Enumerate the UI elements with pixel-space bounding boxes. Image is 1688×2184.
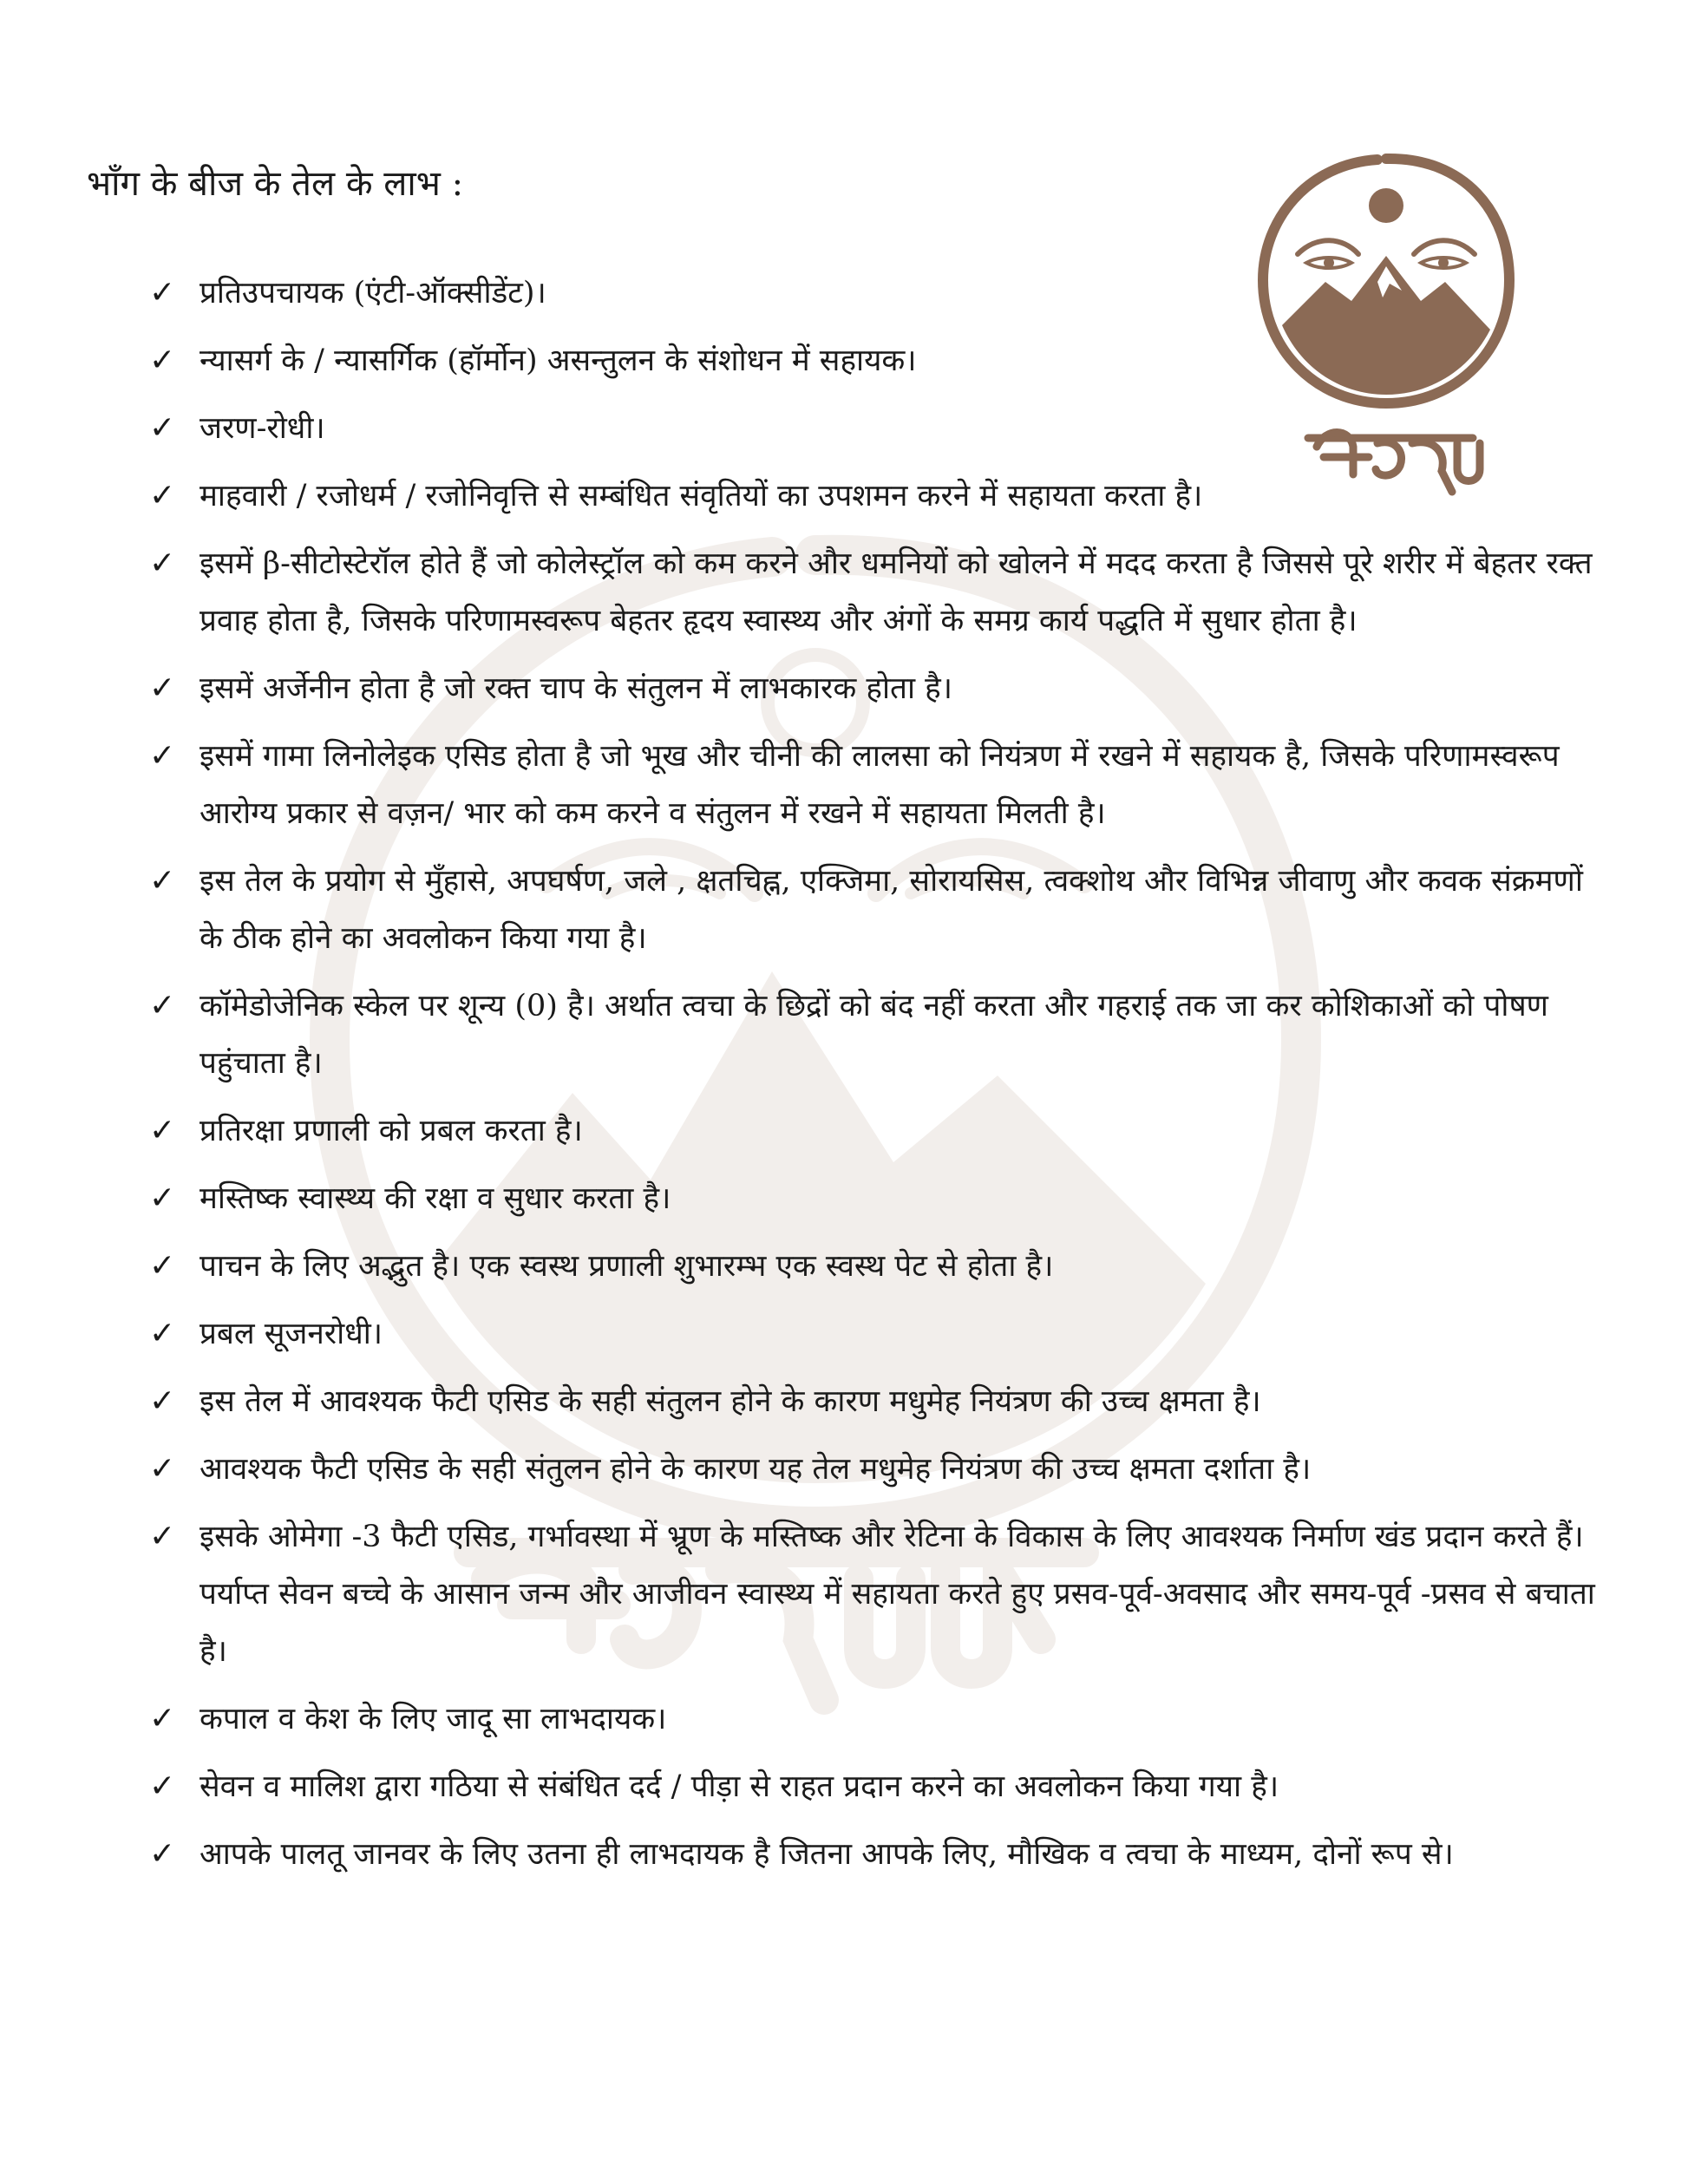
list-item: [146, 1170, 1603, 1227]
benefits-list: [146, 265, 1603, 1893]
list-item: [146, 1102, 1603, 1160]
list-item-text: इसमें β-सीटोस्टेरॉल होते हैं जो कोलेस्ट्रॉल को कम करने और धमनियों को खोलने में मदद करता है जिससे पूरे शरीर में बेहतर रक्त प्रवाह होता है, जिसके परिणामस्वरूप बेहतर हृदय स्वास्थ्य और अंगों के समग्र कार्य पद्धति में सुधार होता है।: [200, 546, 1593, 638]
checkmark-icon: ✓: [149, 546, 176, 581]
list-item-text: प्रबल सूजनरोधी।: [200, 1317, 383, 1351]
list-item-text: पाचन के लिए अद्भुत है। एक स्वस्थ प्रणाली शुभारम्भ एक स्वस्थ पेट से होता है।: [200, 1249, 1054, 1284]
list-item-text: मस्तिष्क स्वास्थ्य की रक्षा व सुधार करता है।: [200, 1181, 671, 1216]
list-item-text: न्यासर्ग के / न्यासर्गिक (हॉर्मोन) असन्तुलन के संशोधन में सहायक।: [200, 343, 917, 378]
checkmark-icon: ✓: [149, 1519, 176, 1554]
list-item-text: आवश्यक फैटी एसिड के सही संतुलन होने के कारण यह तेल मधुमेह नियंत्रण की उच्च क्षमता दर्शाता है।: [200, 1452, 1312, 1487]
list-item: [146, 1238, 1603, 1295]
list-item-text: इस तेल में आवश्यक फैटी एसिड के सही संतुलन होने के कारण मधुमेह नियंत्रण की उच्च क्षमता है।: [200, 1384, 1261, 1419]
checkmark-icon: ✓: [149, 1836, 176, 1872]
checkmark-icon: ✓: [149, 410, 176, 446]
list-item: [146, 1373, 1603, 1430]
list-item-text: कॉमेडोजेनिक स्केल पर शून्य (0) है। अर्थात त्वचा के छिद्रों को बंद नहीं करता और गहराई तक जा कर कोशिकाओं को पोषण पहुंचाता है।: [200, 989, 1548, 1081]
checkmark-icon: ✓: [149, 1383, 176, 1419]
list-item: [146, 468, 1223, 525]
list-item-text: जरण-रोधी।: [200, 411, 325, 446]
checkmark-icon: ✓: [149, 275, 176, 311]
checkmark-icon: ✓: [149, 738, 176, 774]
list-item-text: कपाल व केश के लिए जादू सा लाभदायक।: [200, 1702, 667, 1736]
checkmark-icon: ✓: [149, 1701, 176, 1736]
list-item: [146, 1305, 1603, 1363]
checkmark-icon: ✓: [149, 1451, 176, 1487]
checkmark-icon: ✓: [149, 478, 176, 513]
list-item: [146, 1441, 1603, 1498]
list-item: [146, 265, 1603, 322]
list-item: [146, 1758, 1603, 1815]
checkmark-icon: ✓: [149, 1316, 176, 1351]
list-item-text: प्रतिउपचायक (एंटी-ऑक्सीडेंट)।: [200, 276, 546, 311]
list-item-text: आपके पालतू जानवर के लिए उतना ही लाभदायक है जितना आपके लिए, मौखिक व त्वचा के माध्यम, दोनों रूप से।: [200, 1837, 1454, 1872]
list-item-text: प्रतिरक्षा प्रणाली को प्रबल करता है।: [200, 1114, 583, 1148]
checkmark-icon: ✓: [149, 863, 176, 899]
list-item: [146, 535, 1603, 650]
list-item: [146, 728, 1603, 842]
list-item-text: इसके ओमेगा -3 फैटी एसिड, गर्भावस्था में भ्रूण के मस्तिष्क और रेटिना के विकास के लिए आवश्यक निर्माण खंड प्रदान करते हैं। पर्याप्त सेवन बच्चे के आसान जन्म और आजीवन स्वास्थ्य में सहायता करते हुए प्रसव-पूर्व-अवसाद और समय-पूर्व -प्रसव से बचाता है।: [200, 1520, 1595, 1669]
list-item: [146, 853, 1603, 967]
checkmark-icon: ✓: [149, 670, 176, 706]
list-item: [146, 400, 1603, 457]
checkmark-icon: ✓: [149, 1180, 176, 1216]
list-item-text: माहवारी / रजोधर्म / रजोनिवृत्ति से सम्बंधित संवृतियों का उपशमन करने में सहायता करता है।: [200, 479, 1203, 513]
list-item: [146, 332, 1603, 389]
checkmark-icon: ✓: [149, 343, 176, 378]
checkmark-icon: ✓: [149, 1248, 176, 1284]
checkmark-icon: ✓: [149, 1769, 176, 1804]
page-title: भाँग के बीज के तेल के लाभ :: [87, 164, 464, 204]
list-item: [146, 1826, 1603, 1883]
list-item-text: इसमें गामा लिनोलेइक एसिड होता है जो भूख और चीनी की लालसा को नियंत्रण में रखने में सहायक है, जिसके परिणामस्वरूप आरोग्य प्रकार से वज़न/ भार को कम करने व संतुलन में रखने में सहायता मिलती है।: [200, 739, 1560, 831]
list-item: [146, 978, 1603, 1092]
checkmark-icon: ✓: [149, 1113, 176, 1148]
list-item: [146, 660, 1603, 717]
list-item-text: इसमें अर्जेनीन होता है जो रक्त चाप के संतुलन में लाभकारक होता है।: [200, 671, 953, 706]
checkmark-icon: ✓: [149, 988, 176, 1023]
list-item: [146, 1690, 1603, 1748]
list-item-text: इस तेल के प्रयोग से मुँहासे, अपघर्षण, जले , क्षतचिह्न, एक्जिमा, सोरायसिस, त्वक्शोथ और विभिन्न जीवाणु और कवक संक्रमणों के ठीक होने का अवलोकन किया गया है।: [200, 864, 1583, 956]
list-item-text: सेवन व मालिश द्वारा गठिया से संबंधित दर्द / पीड़ा से राहत प्रदान करने का अवलोकन किया गया है।: [200, 1769, 1279, 1804]
list-item: [146, 1508, 1603, 1680]
